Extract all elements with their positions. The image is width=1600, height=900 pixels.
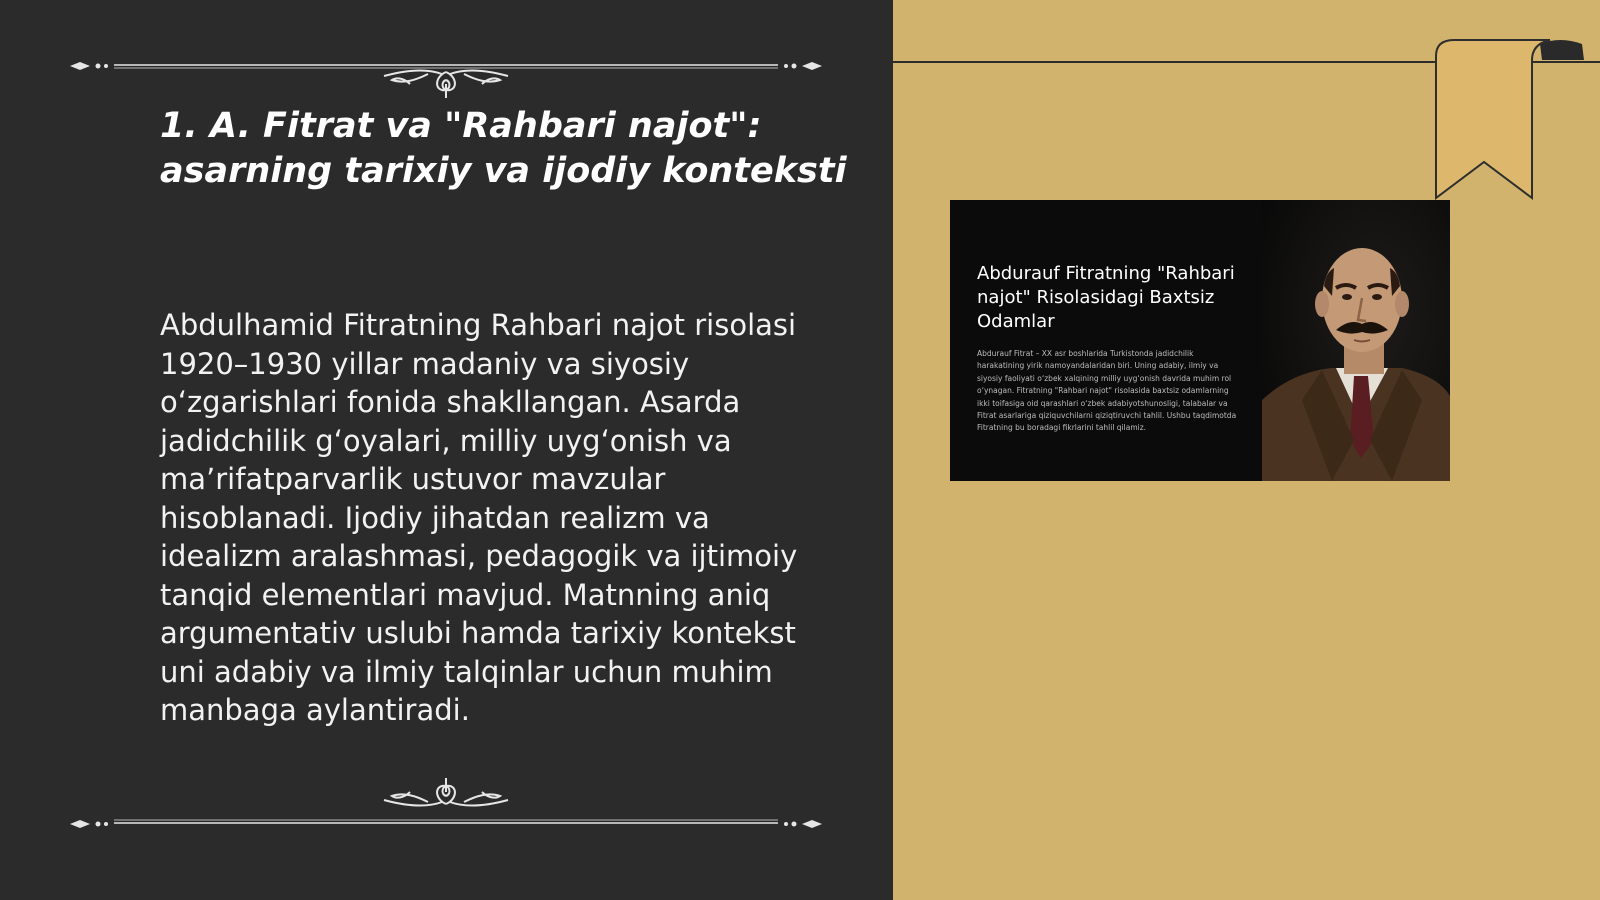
slide-title: 1. A. Fitrat va "Rahbari najot": asarning tarixiy va ijodiy konteksti — [160, 106, 847, 191]
bookmark-ribbon-icon — [1432, 36, 1592, 202]
slide-thumbnail — [950, 200, 1450, 481]
portrait-photo — [1262, 200, 1450, 481]
thumbnail-title: Abdurauf Fitratning "Rahbari najot" Risolasidagi Baxtsiz Odamlar — [977, 263, 1235, 332]
slide-body-text: Abdulhamid Fitratning Rahbari najot risolasi 1920–1930 yillar madaniy va siyosiy oʻzgarishlari fonida shakllangan. Asarda jadidchilik gʻoyalari, milliy uygʻonish va maʼrifatparvarlik ustuvor mavzular hisoblanadi. Ijodiy jihatdan realizm va idealizm aralashmasi, pedagogik va ijtimoiy tanqid elementlari mavjud. Matnning aniq argumentativ uslubi hamda tarixiy kontekst uni adabiy va ilmiy talqinlar uchun muhim manbaga aylantiradi. — [160, 308, 798, 727]
ornament-divider-bottom-icon — [66, 770, 826, 830]
ornament-divider-top-icon — [66, 40, 826, 100]
thumbnail-text: Abdurauf Fitrat – XX asr boshlarida Turkistonda jadidchilik harakatining yirik namoyandalaridan biri. Uning adabiy, ilmiy va siyosiy faoliyati oʻzbek xalqining milliy uygʻonish davrida muhim rol oʻynagan. Fitratning "Rahbari najot" risolasida baxtsiz odamlarning ikki toifasiga oid qarashlari oʻzbek adabiyotshunosligi, talabalar va Fitrat asarlariga qiziquvchilarni qiziqtiruvchi tahlil. Ushbu taqdimotda Fitratning bu boradagi fikrlarini tahlil qilamiz. — [977, 349, 1237, 433]
